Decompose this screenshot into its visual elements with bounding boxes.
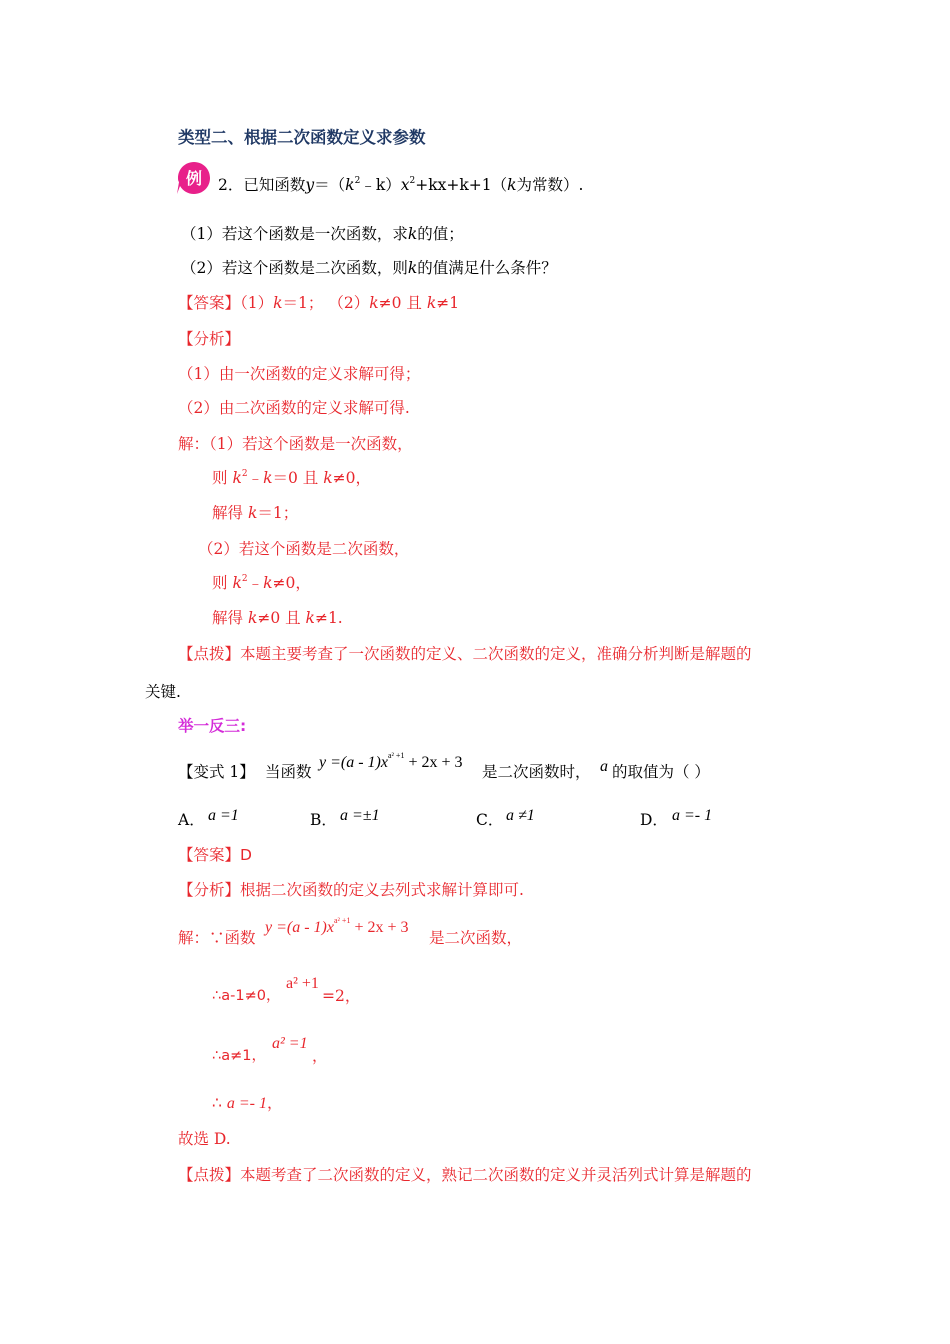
practice-title: 举一反三:	[178, 717, 247, 735]
solution-1-line-2: 则 $k^2﹣k=0$ 且 k≠0，	[212, 469, 371, 487]
option-b-expr: a =±1	[340, 807, 380, 824]
analysis-1-label: 【分析】	[178, 330, 241, 348]
section-title: 类型二、根据二次函数定义求参数	[178, 128, 426, 147]
variant-1-post2: 的取值为（ ）	[612, 763, 710, 781]
example-badge-icon	[176, 160, 212, 196]
tip-2: 【点拨】本题考查了二次函数的定义，熟记二次函数的定义并灵活列式计算是解题的	[178, 1166, 752, 1184]
solution-2-line-4: ∴ a =- 1，	[212, 1094, 283, 1112]
tip-1: 【点拨】本题主要考查了一次函数的定义、二次函数的定义，准确分析判断是解题的	[178, 645, 752, 663]
analysis-1-line-1: （1）由一次函数的定义求解可得；	[178, 365, 421, 383]
solution-2-line-3-pre: ∴a≠1，	[212, 1048, 266, 1064]
solution-2-formula: $y =(a - 1)x^{a^2 +1} + 2x + 3$	[265, 916, 409, 936]
solution-2-line-3-expr: a² =1	[272, 1035, 308, 1052]
solution-1-line-3: 解得 k＝1；	[212, 504, 299, 522]
option-b[interactable]: B．	[310, 811, 337, 829]
solution-2-line-5: 故选 D.	[178, 1130, 231, 1148]
variant-1-label: 【变式 1】	[178, 763, 255, 781]
option-a-expr: a =1	[208, 807, 239, 824]
solution-2-line-2-post: =2，	[322, 987, 361, 1005]
question-1: （1）若这个函数是一次函数，求k的值；	[181, 225, 464, 243]
option-c-expr: a ≠1	[506, 807, 535, 824]
tip-1-continuation: 关键.	[145, 683, 181, 701]
variant-1-var: a	[600, 758, 608, 775]
answer-1: 【答案】（1）k＝1； （2）k≠0 且 k≠1	[178, 294, 460, 312]
analysis-2: 【分析】根据二次函数的定义去列式求解计算即可.	[178, 881, 524, 899]
solution-1-line-1: 解：（1）若这个函数是一次函数，	[178, 435, 413, 453]
option-a[interactable]: A．	[178, 811, 205, 829]
example-statement: 2．已知函数$y=(k^2﹣k)x^2+kx+k+1(k$为常数）.	[218, 176, 584, 194]
solution-1-line-5: 则 $k^2﹣k\ne 0$，	[212, 574, 311, 592]
solution-1-line-6: 解得 k≠0 且 k≠1.	[212, 609, 343, 627]
option-c[interactable]: C．	[476, 811, 504, 829]
answer-2: 【答案】D	[178, 846, 252, 864]
question-2: （2）若这个函数是二次函数，则k的值满足什么条件？	[181, 259, 557, 277]
variant-1-post: 是二次函数时，	[482, 763, 591, 781]
solution-2-line-1-post: 是二次函数，	[429, 929, 523, 947]
solution-1-line-4: （2）若这个函数是二次函数，	[198, 540, 410, 558]
solution-2-line-2-pre: ∴a-1≠0，	[212, 988, 281, 1004]
analysis-1-line-2: （2）由二次函数的定义求解可得.	[178, 399, 410, 417]
option-d[interactable]: D．	[640, 811, 668, 829]
solution-2-line-3-post: ，	[312, 1047, 328, 1065]
variant-1-formula: $y =(a - 1)x^{a^2 +1} + 2x + 3$	[319, 751, 463, 771]
badge-char: 例	[185, 169, 203, 188]
solution-2-line-2-expr: a² +1	[286, 975, 319, 992]
variant-1-pre: 当函数	[265, 763, 312, 781]
option-d-expr: a =- 1	[672, 807, 713, 824]
solution-2-line-1-pre: 解：∵函数	[178, 929, 256, 947]
